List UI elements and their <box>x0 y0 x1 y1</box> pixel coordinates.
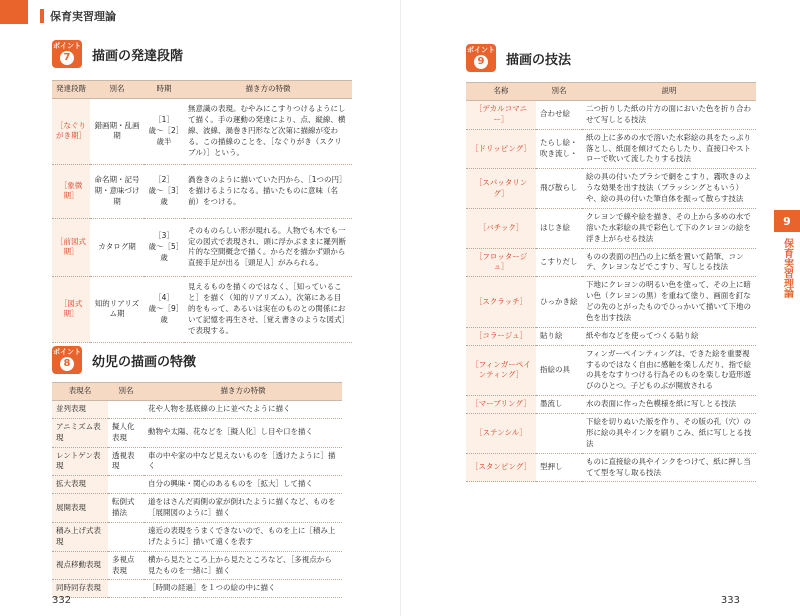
alias-cell: 型押し <box>536 453 582 482</box>
running-head-text: 保育実習理論 <box>50 10 116 23</box>
alias-cell: 命名期・記号期・意味づけ期 <box>90 164 144 218</box>
section-title: 描画の技法 <box>506 52 572 68</box>
age-cell: ［4］歳〜［9］歳 <box>144 276 184 342</box>
name-cell: 並列表現 <box>52 400 108 418</box>
alias-cell: ひっかき絵 <box>536 277 582 328</box>
stage-cell: ［象徴期］ <box>52 164 90 218</box>
desc-cell: 二つ折りした紙の片方の面においた色を折り合わせて写しとる技法 <box>582 100 756 129</box>
name-cell: レントゲン表現 <box>52 447 108 476</box>
col-header: 別名 <box>536 83 582 101</box>
desc-cell: 花や人物を基底線の上に並べたように描く <box>144 400 342 418</box>
col-header: 時期 <box>144 81 184 99</box>
name-cell: ［コラージュ］ <box>466 327 536 345</box>
col-header: 名称 <box>466 83 536 101</box>
chapter-tab <box>774 210 800 328</box>
point-badge-7 <box>52 40 82 68</box>
stage-cell: ［前図式期］ <box>52 218 90 276</box>
alias-cell: たらし絵・吹き流し・ <box>536 129 582 169</box>
alias-cell: 多視点表現 <box>108 551 144 580</box>
table-row <box>52 218 352 276</box>
col-header: 描き方の特徴 <box>144 383 342 401</box>
alias-cell: 転倒式描法 <box>108 494 144 523</box>
stage-cell: ［図式期］ <box>52 276 90 342</box>
alias-cell <box>536 414 582 454</box>
alias-cell: カタログ期 <box>90 218 144 276</box>
section-title: 幼児の描画の特徴 <box>92 354 197 370</box>
desc-cell: 動物や太陽、花などを［擬人化］し目や口を描く <box>144 418 342 447</box>
table-row <box>466 414 756 454</box>
badge-label: ポイント <box>467 46 495 54</box>
alias-cell: 擬人化表現 <box>108 418 144 447</box>
alias-cell <box>108 522 144 551</box>
drawing-techniques-table <box>466 82 756 482</box>
alias-cell: 合わせ絵 <box>536 100 582 129</box>
point-badge-9 <box>466 44 496 72</box>
desc-cell: 下地にクレヨンの明るい色を塗って、その上に暗い色（クレヨンの黒）を重ねて塗り、画面を釘などの先のとがったものでひっかいて描いて下地の色を出す技法 <box>582 277 756 328</box>
alias-cell: 錯画期・乱画期 <box>90 98 144 164</box>
table-row <box>52 522 342 551</box>
table-row <box>52 98 352 164</box>
section-7-heading <box>52 40 183 68</box>
table-row <box>466 453 756 482</box>
desc-cell: ものの表面の凹凸の上に紙を置いて鉛筆、コンテ、クレヨンなどでこすり、写しとる技法 <box>582 248 756 277</box>
table-row <box>466 129 756 169</box>
table-row <box>466 345 756 396</box>
desc-cell: そのものらしい形が現れる。人物でも木でも一定の図式で表現され、頭に浮かぶままに羅列断片的な空間概念で描く。からだを描かず頭から直接手足が出る［頭足人］がみられる。 <box>184 218 352 276</box>
age-cell: ［1］歳〜［2］歳半 <box>144 98 184 164</box>
desc-cell: 無意識の表現。むやみにこすりつけるようにして描く。手の運動の発達により、点、縦線、横線、波線、渦巻き円形など次第に描線が変わる。この描線のことを、［なぐりがき（スクリブル）］という。 <box>184 98 352 164</box>
age-cell: ［3］歳〜［5］歳 <box>144 218 184 276</box>
name-cell: ［スクラッチ］ <box>466 277 536 328</box>
name-cell: アニミズム表現 <box>52 418 108 447</box>
alias-cell: こすりだし <box>536 248 582 277</box>
table-row <box>466 396 756 414</box>
table-row <box>466 248 756 277</box>
alias-cell <box>108 580 144 598</box>
right-page <box>400 0 800 616</box>
table-row <box>52 580 342 598</box>
badge-number: 7 <box>60 51 74 65</box>
name-cell: ［スタンピング］ <box>466 453 536 482</box>
stage-cell: ［なぐりがき期］ <box>52 98 90 164</box>
table-row <box>52 276 352 342</box>
desc-cell: 紙や布などを使ってつくる貼り絵 <box>582 327 756 345</box>
desc-cell: 道をはさんだ両側の家が倒れたように描くなど、ものを［展開図のように］描く <box>144 494 342 523</box>
table-header-row <box>52 81 352 99</box>
name-cell: ［ステンシル］ <box>466 414 536 454</box>
desc-cell: 自分の興味・関心のあるものを［拡大］して描く <box>144 476 342 494</box>
name-cell: ［ドリッピング］ <box>466 129 536 169</box>
desc-cell: ものに直接絵の具やインクをつけて、紙に押し当てて型を写し取る技法 <box>582 453 756 482</box>
name-cell: ［フロッタージュ］ <box>466 248 536 277</box>
development-stage-table <box>52 80 352 343</box>
alias-cell: 指絵の具 <box>536 345 582 396</box>
desc-cell: 絵の具の付いたブラシで網をこすり、霧吹きのような効果を出す技法（ブラッシングともいう）や、絵の具の付いた筆自体を振って散らす技法 <box>582 169 756 209</box>
table-row <box>52 447 342 476</box>
table-row <box>52 164 352 218</box>
desc-cell: フィンガーペインティングは、できた絵を重要視するのではなく自由に感触を楽しんだり、指で絵の具をなすりつける行為そのものを楽しむ造形遊びのひとつ。子どものぶが開放される <box>582 345 756 396</box>
name-cell: ［スパッタリング］ <box>466 169 536 209</box>
badge-label: ポイント <box>53 42 81 50</box>
section-title: 描画の発達段階 <box>92 48 184 64</box>
table-row <box>52 476 342 494</box>
desc-cell: 水の表面に作った色模様を紙に写しとる技法 <box>582 396 756 414</box>
name-cell: 展開表現 <box>52 494 108 523</box>
table-row <box>52 494 342 523</box>
corner-tab <box>0 0 28 24</box>
desc-cell: クレヨンで線や絵を描き、その上から多めの水で溶いた水彩絵の具で彩色して下のクレヨンの絵を浮き上がらせる技法 <box>582 208 756 248</box>
table-row <box>466 100 756 129</box>
drawing-features-table <box>52 382 342 598</box>
name-cell: ［バチック］ <box>466 208 536 248</box>
name-cell: 視点移動表現 <box>52 551 108 580</box>
desc-cell: 車の中や家の中など見えないものを［透けたように］描く <box>144 447 342 476</box>
table-row <box>466 277 756 328</box>
point-badge-8 <box>52 346 82 374</box>
name-cell: 同時同存表現 <box>52 580 108 598</box>
alias-cell: 飛び散らし <box>536 169 582 209</box>
desc-cell: ［時間の経過］を１つの絵の中に描く <box>144 580 342 598</box>
table-row <box>466 208 756 248</box>
col-header: 表現名 <box>52 383 108 401</box>
alias-cell: 知的リアリズム期 <box>90 276 144 342</box>
col-header: 発達段階 <box>52 81 90 99</box>
section-8-heading <box>52 346 196 374</box>
table-header-row <box>466 83 756 101</box>
name-cell: ［マーブリング］ <box>466 396 536 414</box>
badge-label: ポイント <box>53 348 81 356</box>
col-header: 描き方の特徴 <box>184 81 352 99</box>
alias-cell <box>108 476 144 494</box>
name-cell: 拡大表現 <box>52 476 108 494</box>
section-9-heading <box>466 44 571 72</box>
name-cell: ［フィンガーペインティング］ <box>466 345 536 396</box>
badge-number: 8 <box>60 357 74 371</box>
chapter-number: 9 <box>774 210 800 232</box>
col-header: 別名 <box>108 383 144 401</box>
alias-cell: 貼り絵 <box>536 327 582 345</box>
table-header-row <box>52 383 342 401</box>
alias-cell: 透視表現 <box>108 447 144 476</box>
col-header: 別名 <box>90 81 144 99</box>
table-row <box>466 327 756 345</box>
badge-number: 9 <box>474 55 488 69</box>
name-cell: 積み上げ式表現 <box>52 522 108 551</box>
alias-cell: はじき絵 <box>536 208 582 248</box>
table-row <box>466 169 756 209</box>
desc-cell: 渦巻きのように描いていた円から、［1つの円］を描けるようになる。描いたものに意味（名前）をつける。 <box>184 164 352 218</box>
table-row <box>52 400 342 418</box>
col-header: 説明 <box>582 83 756 101</box>
table-row <box>52 551 342 580</box>
alias-cell: 墨流し <box>536 396 582 414</box>
desc-cell: 紙の上に多めの水で溶いた水彩絵の具をたっぷり落とし、紙面を傾けてたらしたり、直接口やストローで吹いて流したりする技法 <box>582 129 756 169</box>
desc-cell: 横から見たところ上から見たところなど、［多視点から見たものを一緒に］描く <box>144 551 342 580</box>
chapter-title: 保育実習理論 <box>781 238 793 298</box>
desc-cell: 下絵を切りぬいた版を作り、その版の孔（穴）の形に絵の具やインクを刷りこみ、紙に写しとる技法 <box>582 414 756 454</box>
age-cell: ［2］歳〜［3］歳 <box>144 164 184 218</box>
table-row <box>52 418 342 447</box>
desc-cell: 見えるものを描くのではなく、［知っていること］を描く（知的リアリズム）。次第にある目的をもって、あるいは実在のものとの関係において記憶を再生させ、［覚え書きのような図式］で表現する。 <box>184 276 352 342</box>
page-number: 333 <box>720 595 740 606</box>
name-cell: ［デカルコマニー］ <box>466 100 536 129</box>
alias-cell <box>108 400 144 418</box>
running-head <box>40 8 116 24</box>
page-number: 332 <box>52 595 72 606</box>
running-head-bar <box>40 9 44 23</box>
desc-cell: 遠近の表現をうまくできないので、ものを上に［積み上げたように］描いて遠くを表す <box>144 522 342 551</box>
